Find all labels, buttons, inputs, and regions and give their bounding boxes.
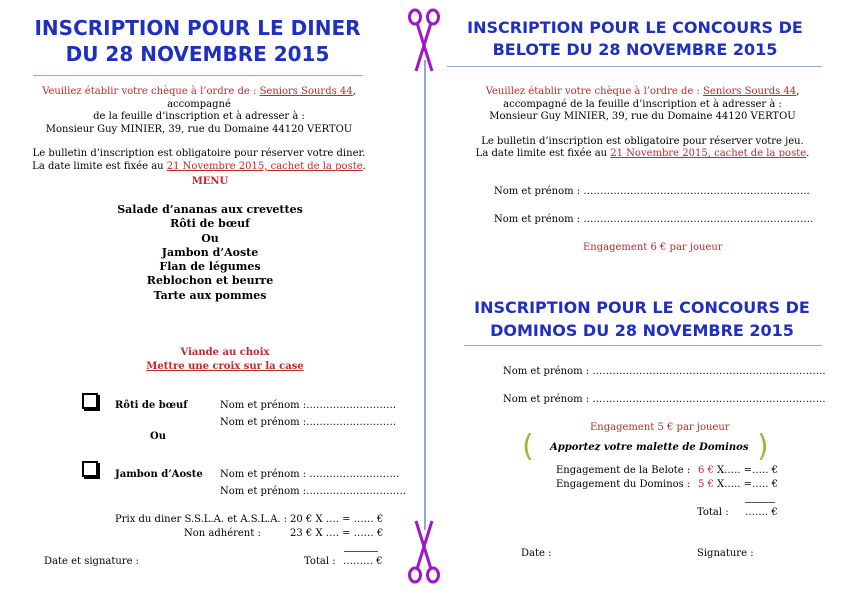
diner-deadline-suffix: . bbox=[362, 160, 366, 172]
dominos-name-field[interactable]: Nom et prénom : ……………………………………………………………. bbox=[503, 366, 826, 377]
dominos-total-rule bbox=[745, 502, 775, 503]
diner-title bbox=[30, 15, 365, 67]
eng-belote-label: Engagement de la Belote : bbox=[556, 465, 691, 476]
total-value[interactable]: ……… € bbox=[343, 556, 383, 567]
belote-cheque-suffix: , bbox=[796, 86, 800, 97]
price-value-members[interactable]: 20 € X …. = …… € bbox=[290, 514, 384, 525]
belote-engagement: Engagement 6 € par joueur bbox=[583, 242, 723, 253]
bracket-left: ( bbox=[522, 429, 534, 464]
price-value-nonmembers[interactable]: 23 € X …. = …… € bbox=[290, 528, 384, 539]
menu-item: Ou bbox=[201, 231, 219, 245]
belote-cheque-line bbox=[465, 86, 820, 99]
choice-jambon-name2[interactable]: Nom et prénom :………………………… bbox=[220, 486, 407, 497]
belote-title bbox=[455, 17, 815, 61]
menu-heading: MENU bbox=[191, 176, 229, 187]
menu-item: Jambon d’Aoste bbox=[161, 245, 259, 259]
choice-roti-name1[interactable]: Nom et prénom :……………………… bbox=[220, 400, 397, 411]
dominos-malette-note: Apportez votre malette de Dominos bbox=[550, 442, 749, 453]
total-rule bbox=[344, 551, 378, 552]
price-label-members: Prix du diner S.S.L.A. et A.S.L.A. : bbox=[115, 514, 288, 525]
belote-deadline-prefix: La date limite est fixée au bbox=[475, 148, 611, 159]
dominos-title bbox=[462, 296, 822, 342]
belote-address: Monsieur Guy MINIER, 39, rue du Domaine 44120 VERTOU bbox=[489, 111, 796, 122]
belote-name-field[interactable]: Nom et prénom : …………………………………………………………… bbox=[494, 214, 814, 225]
belote-title-line1: INSCRIPTION POUR LE CONCOURS DE bbox=[467, 18, 803, 37]
choice-jambon-name1[interactable]: Nom et prénom : ……………………… bbox=[220, 469, 400, 480]
dominos-total-value[interactable]: ……. € bbox=[745, 507, 778, 518]
diner-address: Monsieur Guy MINIER, 39, rue du Domaine 44120 VERTOU bbox=[45, 123, 353, 135]
belote-cheque-payee: Seniors Sourds 44 bbox=[703, 86, 797, 97]
menu-item: Rôti de bœuf bbox=[170, 217, 250, 231]
dominos-title-line2: DOMINOS DU 28 NOVEMBRE 2015 bbox=[490, 321, 794, 340]
dominos-title-rule bbox=[464, 345, 822, 346]
dominos-total-label: Total : bbox=[697, 507, 729, 518]
diner-cheque-suffix: , accompagné bbox=[167, 86, 356, 110]
viande-instruction: Mettre une croix sur la case bbox=[146, 361, 304, 372]
diner-title-line1: INSCRIPTION POUR LE DINER bbox=[34, 16, 361, 40]
diner-cheque-line bbox=[28, 86, 370, 111]
price-label-nonmembers: Non adhérent : bbox=[184, 528, 261, 539]
eng-dominos-calc[interactable]: X….. =….. € bbox=[717, 479, 778, 490]
belote-deadline-value: 21 Novembre 2015, cachet de la poste bbox=[610, 148, 807, 159]
diner-cheque-prefix: Veuillez établir votre chèque à l’ordre de : bbox=[42, 86, 260, 97]
menu-item: Tarte aux pommes bbox=[153, 288, 267, 302]
diner-deadline bbox=[28, 161, 370, 174]
eng-belote-price: 6 € bbox=[698, 465, 714, 476]
choice-or: Ou bbox=[150, 431, 166, 442]
diner-title-rule bbox=[33, 75, 363, 76]
dominos-engagement: Engagement 5 € par joueur bbox=[590, 422, 730, 433]
viande-heading: Viande au choix bbox=[180, 347, 270, 358]
dominos-signature-label: Signature : bbox=[697, 548, 754, 559]
diner-deadline-prefix: La date limite est fixée au bbox=[32, 160, 167, 172]
bracket-right: ) bbox=[757, 429, 769, 464]
checkbox-roti[interactable] bbox=[82, 393, 98, 409]
diner-cheque-payee: Seniors Sourds 44 bbox=[259, 86, 353, 97]
menu-list bbox=[90, 203, 330, 303]
scissors-icon bbox=[407, 518, 441, 584]
belote-title-line2: BELOTE DU 28 NOVEMBRE 2015 bbox=[492, 40, 778, 59]
diner-title-line2: DU 28 NOVEMBRE 2015 bbox=[65, 42, 330, 66]
menu-item: Salade d’ananas aux crevettes bbox=[117, 203, 303, 216]
diner-line2: de la feuille d’inscription et à adresser à : bbox=[93, 111, 305, 122]
scissors-icon bbox=[407, 8, 441, 74]
eng-belote-calc[interactable]: X….. =….. € bbox=[717, 465, 778, 476]
choice-jambon-label: Jambon d’Aoste bbox=[115, 469, 203, 480]
eng-dominos-label: Engagement du Dominos : bbox=[556, 479, 691, 490]
choice-roti-name2[interactable]: Nom et prénom :……………………… bbox=[220, 417, 397, 428]
diner-mandatory-note: Le bulletin d’inscription est obligatoire pour réserver votre diner. bbox=[32, 148, 366, 159]
belote-cheque-prefix: Veuillez établir votre chèque à l’ordre de : bbox=[485, 86, 704, 97]
eng-dominos-price: 5 € bbox=[698, 479, 714, 490]
belote-line2: accompagné de la feuille d’inscription et à adresser à : bbox=[503, 98, 782, 110]
menu-item: Flan de légumes bbox=[159, 260, 261, 274]
belote-mandatory-note: Le bulletin d’inscription est obligatoire pour réserver votre jeu. bbox=[481, 135, 804, 147]
diner-instructions bbox=[28, 86, 370, 173]
date-signature-label: Date et signature : bbox=[44, 556, 140, 567]
choice-roti-label: Rôti de bœuf bbox=[115, 400, 188, 411]
diner-deadline-value: 21 Novembre 2015, cachet de la poste bbox=[166, 160, 363, 172]
belote-instructions bbox=[465, 86, 820, 161]
belote-deadline-suffix: . bbox=[806, 148, 810, 159]
belote-name-field[interactable]: Nom et prénom : ………………………………………………………….. bbox=[494, 186, 810, 197]
total-label: Total : bbox=[304, 556, 336, 567]
dominos-title-line1: INSCRIPTION POUR LE CONCOURS DE bbox=[474, 298, 810, 317]
dominos-date-label: Date : bbox=[521, 548, 552, 559]
cut-line bbox=[424, 60, 426, 530]
checkbox-jambon[interactable] bbox=[82, 461, 98, 477]
belote-title-rule bbox=[447, 66, 822, 67]
dominos-name-field[interactable]: Nom et prénom : ……………………………………………………………. bbox=[503, 394, 826, 405]
menu-item: Reblochon et beurre bbox=[146, 274, 274, 288]
belote-deadline bbox=[465, 148, 820, 161]
